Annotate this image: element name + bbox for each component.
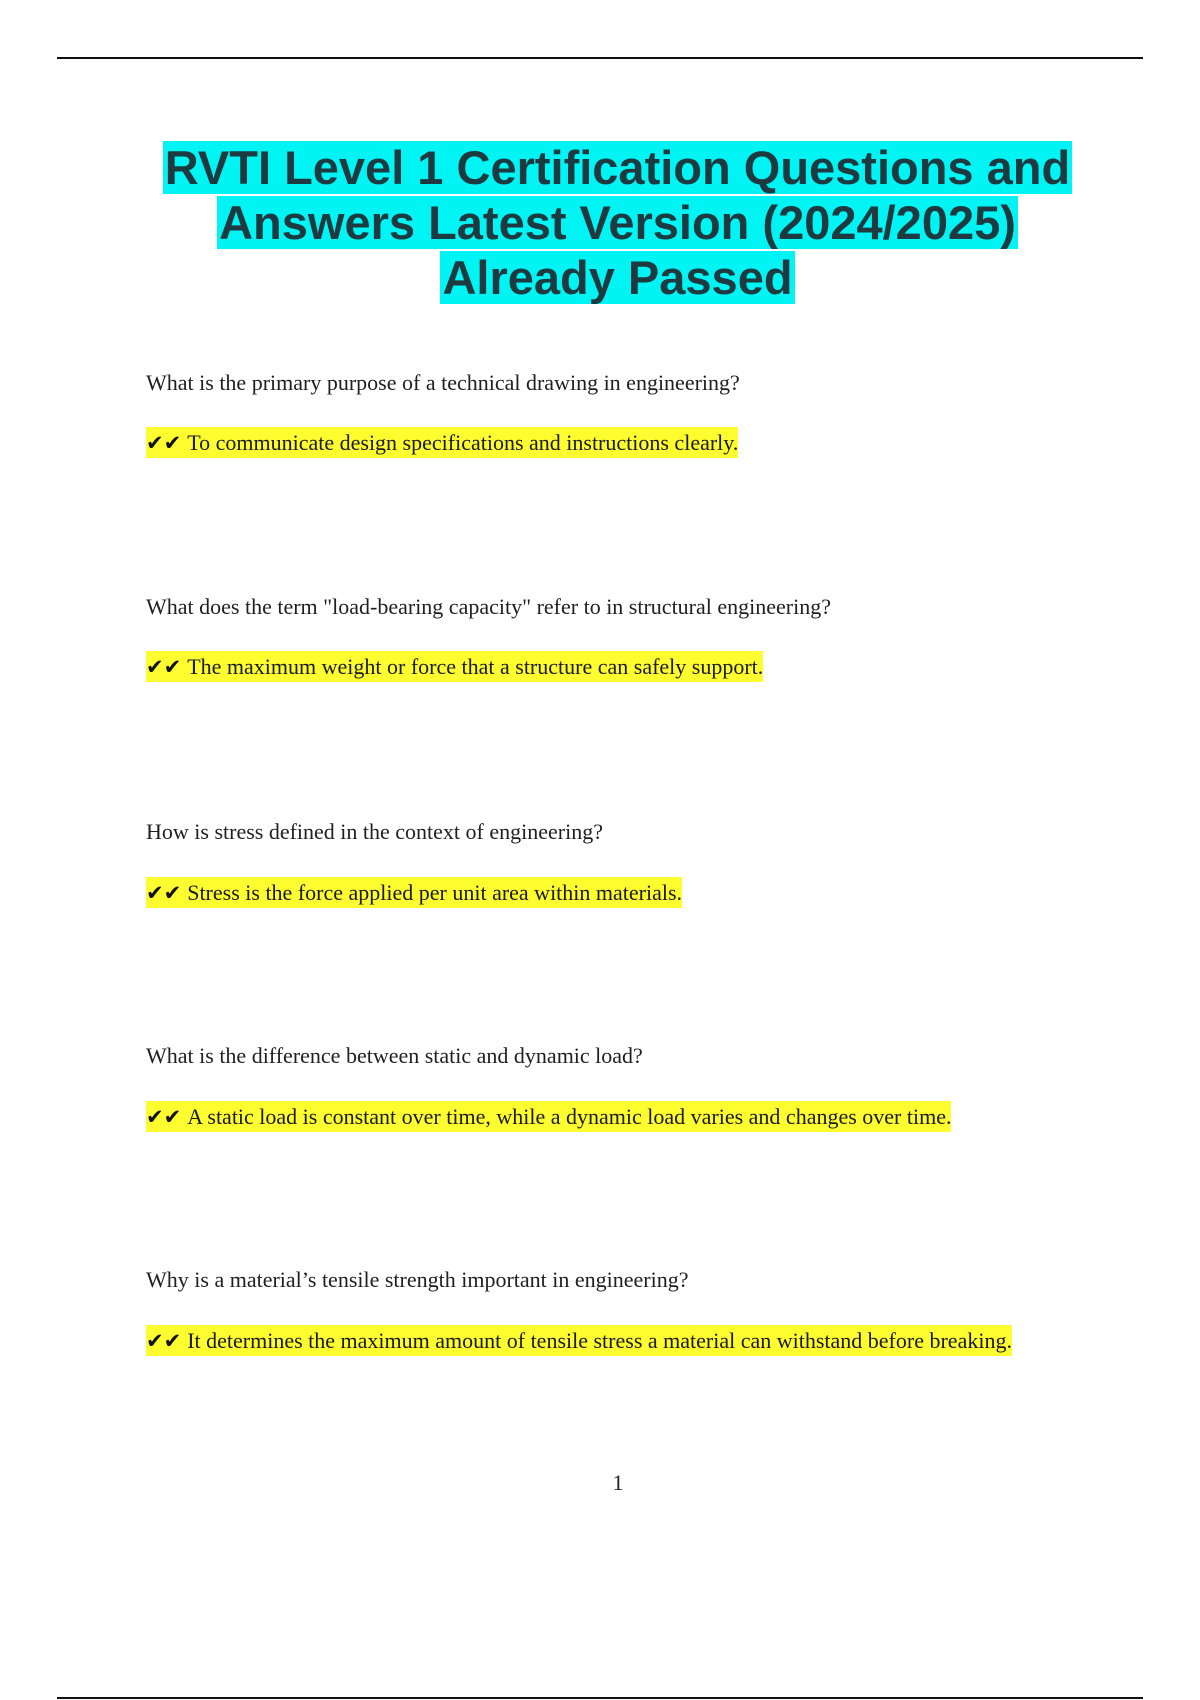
answer-2-text: The maximum weight or force that a structure can safely support. xyxy=(187,654,764,679)
question-5: Why is a material’s tensile strength important in engineering? xyxy=(146,1267,689,1292)
qa-item-1 xyxy=(146,369,1066,455)
question-2: What does the term "load-bearing capacity" refer to in structural engineering? xyxy=(146,594,831,619)
double-check-icon: ✔✔ xyxy=(146,881,182,905)
answer-2 xyxy=(146,637,763,697)
document-title xyxy=(100,140,1135,305)
question-1: What is the primary purpose of a technical drawing in engineering? xyxy=(146,370,740,395)
double-check-icon: ✔✔ xyxy=(146,431,182,455)
title-line-2: Answers Latest Version (2024/2025) xyxy=(219,196,1016,249)
answer-4-text: A static load is constant over time, while a dynamic load varies and changes over time. xyxy=(187,1104,952,1129)
top-rule xyxy=(57,57,1143,59)
qa-item-4 xyxy=(146,1042,1066,1129)
double-check-icon: ✔✔ xyxy=(146,655,182,679)
double-check-icon: ✔✔ xyxy=(146,1329,182,1353)
question-4: What is the difference between static and dynamic load? xyxy=(146,1043,643,1068)
answer-4 xyxy=(146,1087,951,1147)
title-line-1: RVTI Level 1 Certification Questions and xyxy=(164,141,1071,194)
qa-item-5 xyxy=(146,1266,1016,1353)
double-check-icon: ✔✔ xyxy=(146,1105,182,1129)
title-line-3: Already Passed xyxy=(442,251,793,304)
question-3: How is stress defined in the context of engineering? xyxy=(146,819,603,844)
answer-3 xyxy=(146,863,682,923)
answer-5-text: It determines the maximum amount of tensile stress a material can withstand before breaking. xyxy=(187,1328,1012,1353)
qa-item-2 xyxy=(146,593,1066,679)
answer-1-text: To communicate design specifications and instructions clearly. xyxy=(187,430,739,455)
answer-3-text: Stress is the force applied per unit area within materials. xyxy=(187,880,683,905)
bottom-rule xyxy=(57,1697,1143,1699)
answer-1 xyxy=(146,413,738,473)
qa-item-3 xyxy=(146,818,1066,905)
answer-5 xyxy=(146,1311,1016,1371)
page-number: 1 xyxy=(612,1470,624,1495)
